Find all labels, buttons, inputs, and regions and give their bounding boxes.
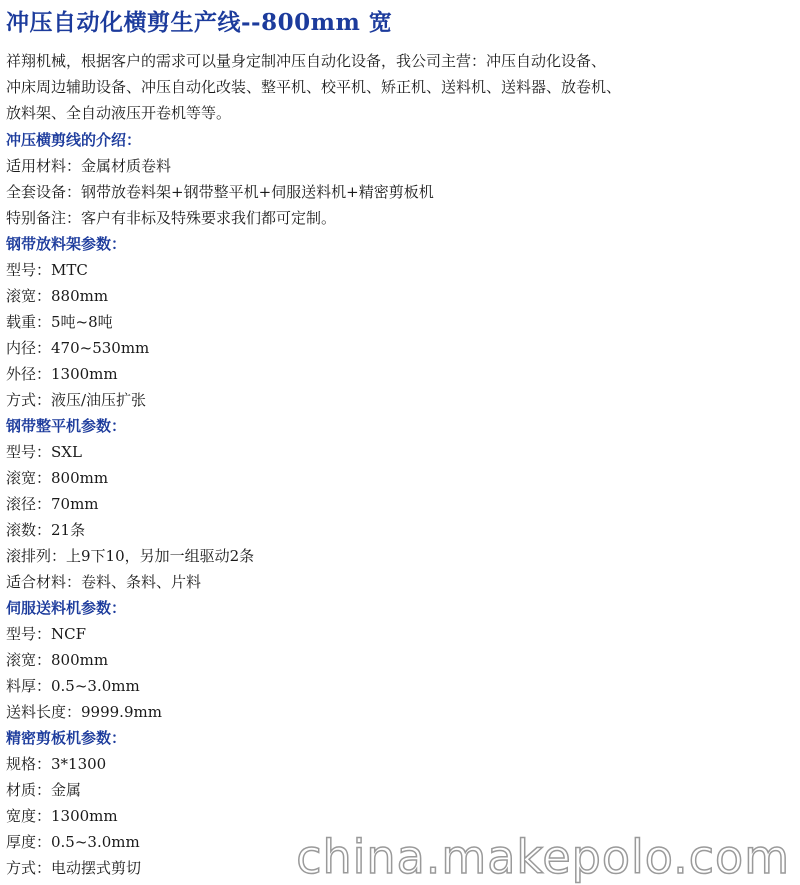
spec-line: 滚宽：800mm <box>6 469 109 487</box>
spec-line: 特别备注：客户有非标及特殊要求我们都可定制。 <box>6 209 337 227</box>
section-heading-intro: 冲压横剪线的介绍： <box>6 131 142 149</box>
spec-line: 全套设备：钢带放卷料架+钢带整平机+伺服送料机+精密剪板机 <box>6 183 434 201</box>
watermark-text: china.makepolo.com <box>296 830 790 884</box>
spec-line: 型号：MTC <box>6 261 88 279</box>
spec-line: 厚度：0.5~3.0mm <box>6 833 140 851</box>
spec-line: 滚排列：上9下10，另加一组驱动2条 <box>6 547 255 565</box>
section-heading-servo-feeder: 伺服送料机参数： <box>6 599 127 617</box>
spec-line: 载重：5吨~8吨 <box>6 313 113 331</box>
spec-line: 滚宽：880mm <box>6 287 109 305</box>
spec-line: 滚径：70mm <box>6 495 99 513</box>
spec-line: 适合材料：卷料、条料、片料 <box>6 573 202 591</box>
spec-line: 宽度：1300mm <box>6 807 118 825</box>
spec-line: 送料长度：9999.9mm <box>6 703 162 721</box>
spec-line: 型号：NCF <box>6 625 87 643</box>
page-title: 冲压自动化横剪生产线--800mm 宽 <box>6 9 393 36</box>
spec-line: 方式：电动摆式剪切 <box>6 859 142 877</box>
company-intro <box>6 48 786 126</box>
spec-line: 规格：3*1300 <box>6 755 107 773</box>
spec-line: 方式：液压/油压扩张 <box>6 391 147 409</box>
section-heading-leveler: 钢带整平机参数： <box>6 417 127 435</box>
spec-line: 材质：金属 <box>6 781 82 799</box>
spec-line: 内径：470~530mm <box>6 339 150 357</box>
intro-line: 冲床周边辅助设备、冲压自动化改装、整平机、校平机、矫正机、送料机、送料器、放卷机、 <box>6 78 622 96</box>
spec-line: 滚宽：800mm <box>6 651 109 669</box>
spec-line: 滚数：21条 <box>6 521 86 539</box>
spec-line: 料厚：0.5~3.0mm <box>6 677 140 695</box>
spec-content <box>6 127 786 881</box>
spec-line: 适用材料：金属材质卷料 <box>6 157 172 175</box>
section-heading-uncoiler: 钢带放料架参数： <box>6 235 127 253</box>
spec-line: 外径：1300mm <box>6 365 118 383</box>
intro-line: 放料架、全自动液压开卷机等等。 <box>6 104 232 122</box>
spec-line: 型号：SXL <box>6 443 82 461</box>
section-heading-shear: 精密剪板机参数： <box>6 729 127 747</box>
intro-line: 祥翔机械，根据客户的需求可以量身定制冲压自动化设备，我公司主营：冲压自动化设备、 <box>6 52 607 70</box>
